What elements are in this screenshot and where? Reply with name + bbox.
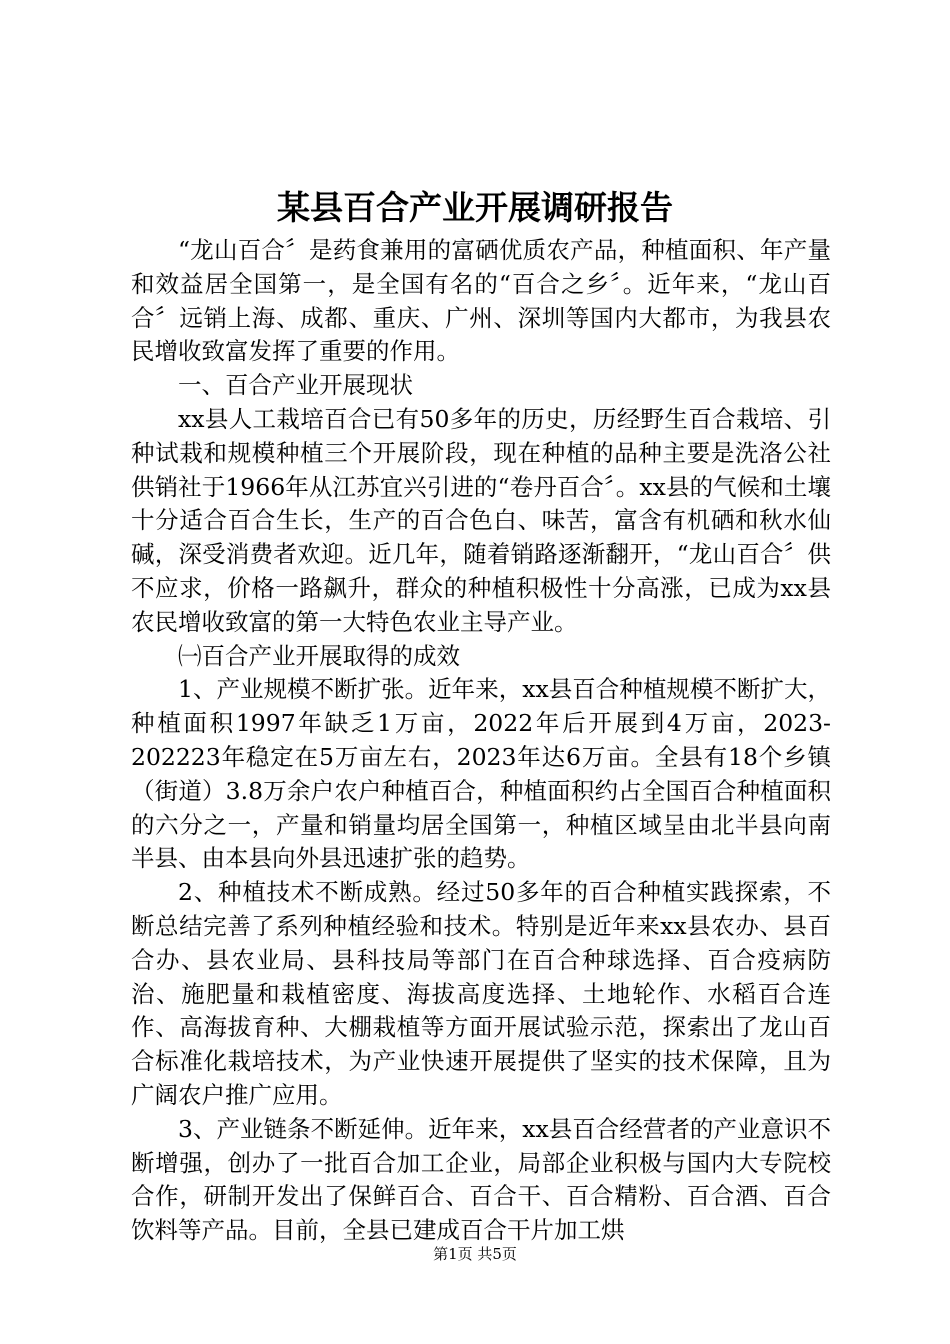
document-title: 某县百合产业开展调研报告 — [277, 188, 673, 227]
paragraph-scale: 1、产业规模不断扩张。近年来，xx县百合种植规模不断扩大，种植面积1997年缺乏1万亩，2022年后开展到4万亩，2023-202223年稳定在5万亩左右，2023年达6万亩。全县有18个乡镇（街道）3.8万余户农户种植百合，种植面积约占全国百合种植面积的六分之一，产量和销量均居全国第一，种植区域呈由北半县向南半县、由本县向外县迅速扩张的趋势。 — [131, 675, 831, 873]
paragraph-technology: 2、种植技术不断成熟。经过50多年的百合种植实践探索，不断总结完善了系列种植经验和技术。特别是近年来xx县农办、县百合办、县农业局、县科技局等部门在百合种球选择、百合疫病防治、施肥量和栽植密度、海拔高度选择、土地轮作、水稻百合连作、高海拔育种、大棚栽植等方面开展试验示范，探索出了龙山百合标准化栽培技术，为产业快速开展提供了坚实的技术保障，且为广阔农户推广应用。 — [131, 878, 831, 1109]
paragraph-industry-chain: 3、产业链条不断延伸。近年来，xx县百合经营者的产业意识不断增强，创办了一批百合加工企业，局部企业积极与国内大专院校合作，研制开发出了保鲜百合、百合干、百合精粉、百合酒、百合饮料等产品。目前，全县已建成百合干片加工烘 — [131, 1114, 831, 1245]
section-heading-status: 一、百合产业开展现状 — [178, 371, 413, 400]
subsection-heading-achievements: ㈠百合产业开展取得的成效 — [178, 641, 460, 670]
page-number-footer: 第1页 共5页 — [433, 1245, 517, 1263]
document-body — [131, 234, 831, 1248]
paragraph-history: xx县人工栽培百合已有50多年的历史，历经野生百合栽培、引种试栽和规模种植三个开展阶段，现在种植的品种主要是洗洛公社供销社于1966年从江苏宜兴引进的“卷丹百合〞。xx县的气候和土壤十分适合百合生长，生产的百合色白、味苦，富含有机硒和秋水仙碱，深受消费者欢迎。近几年，随着销路逐渐翻开，“龙山百合〞供不应求，价格一路飙升，群众的种植积极性十分高涨，已成为xx县农民增收致富的第一大特色农业主导产业。 — [131, 404, 831, 636]
paragraph-intro: “龙山百合〞是药食兼用的富硒优质农产品，种植面积、年产量和效益居全国第一，是全国有名的“百合之乡〞。近年来，“龙山百合〞远销上海、成都、重庆、广州、深圳等国内大都市，为我县农民增收致富发挥了重要的作用。 — [131, 236, 831, 366]
